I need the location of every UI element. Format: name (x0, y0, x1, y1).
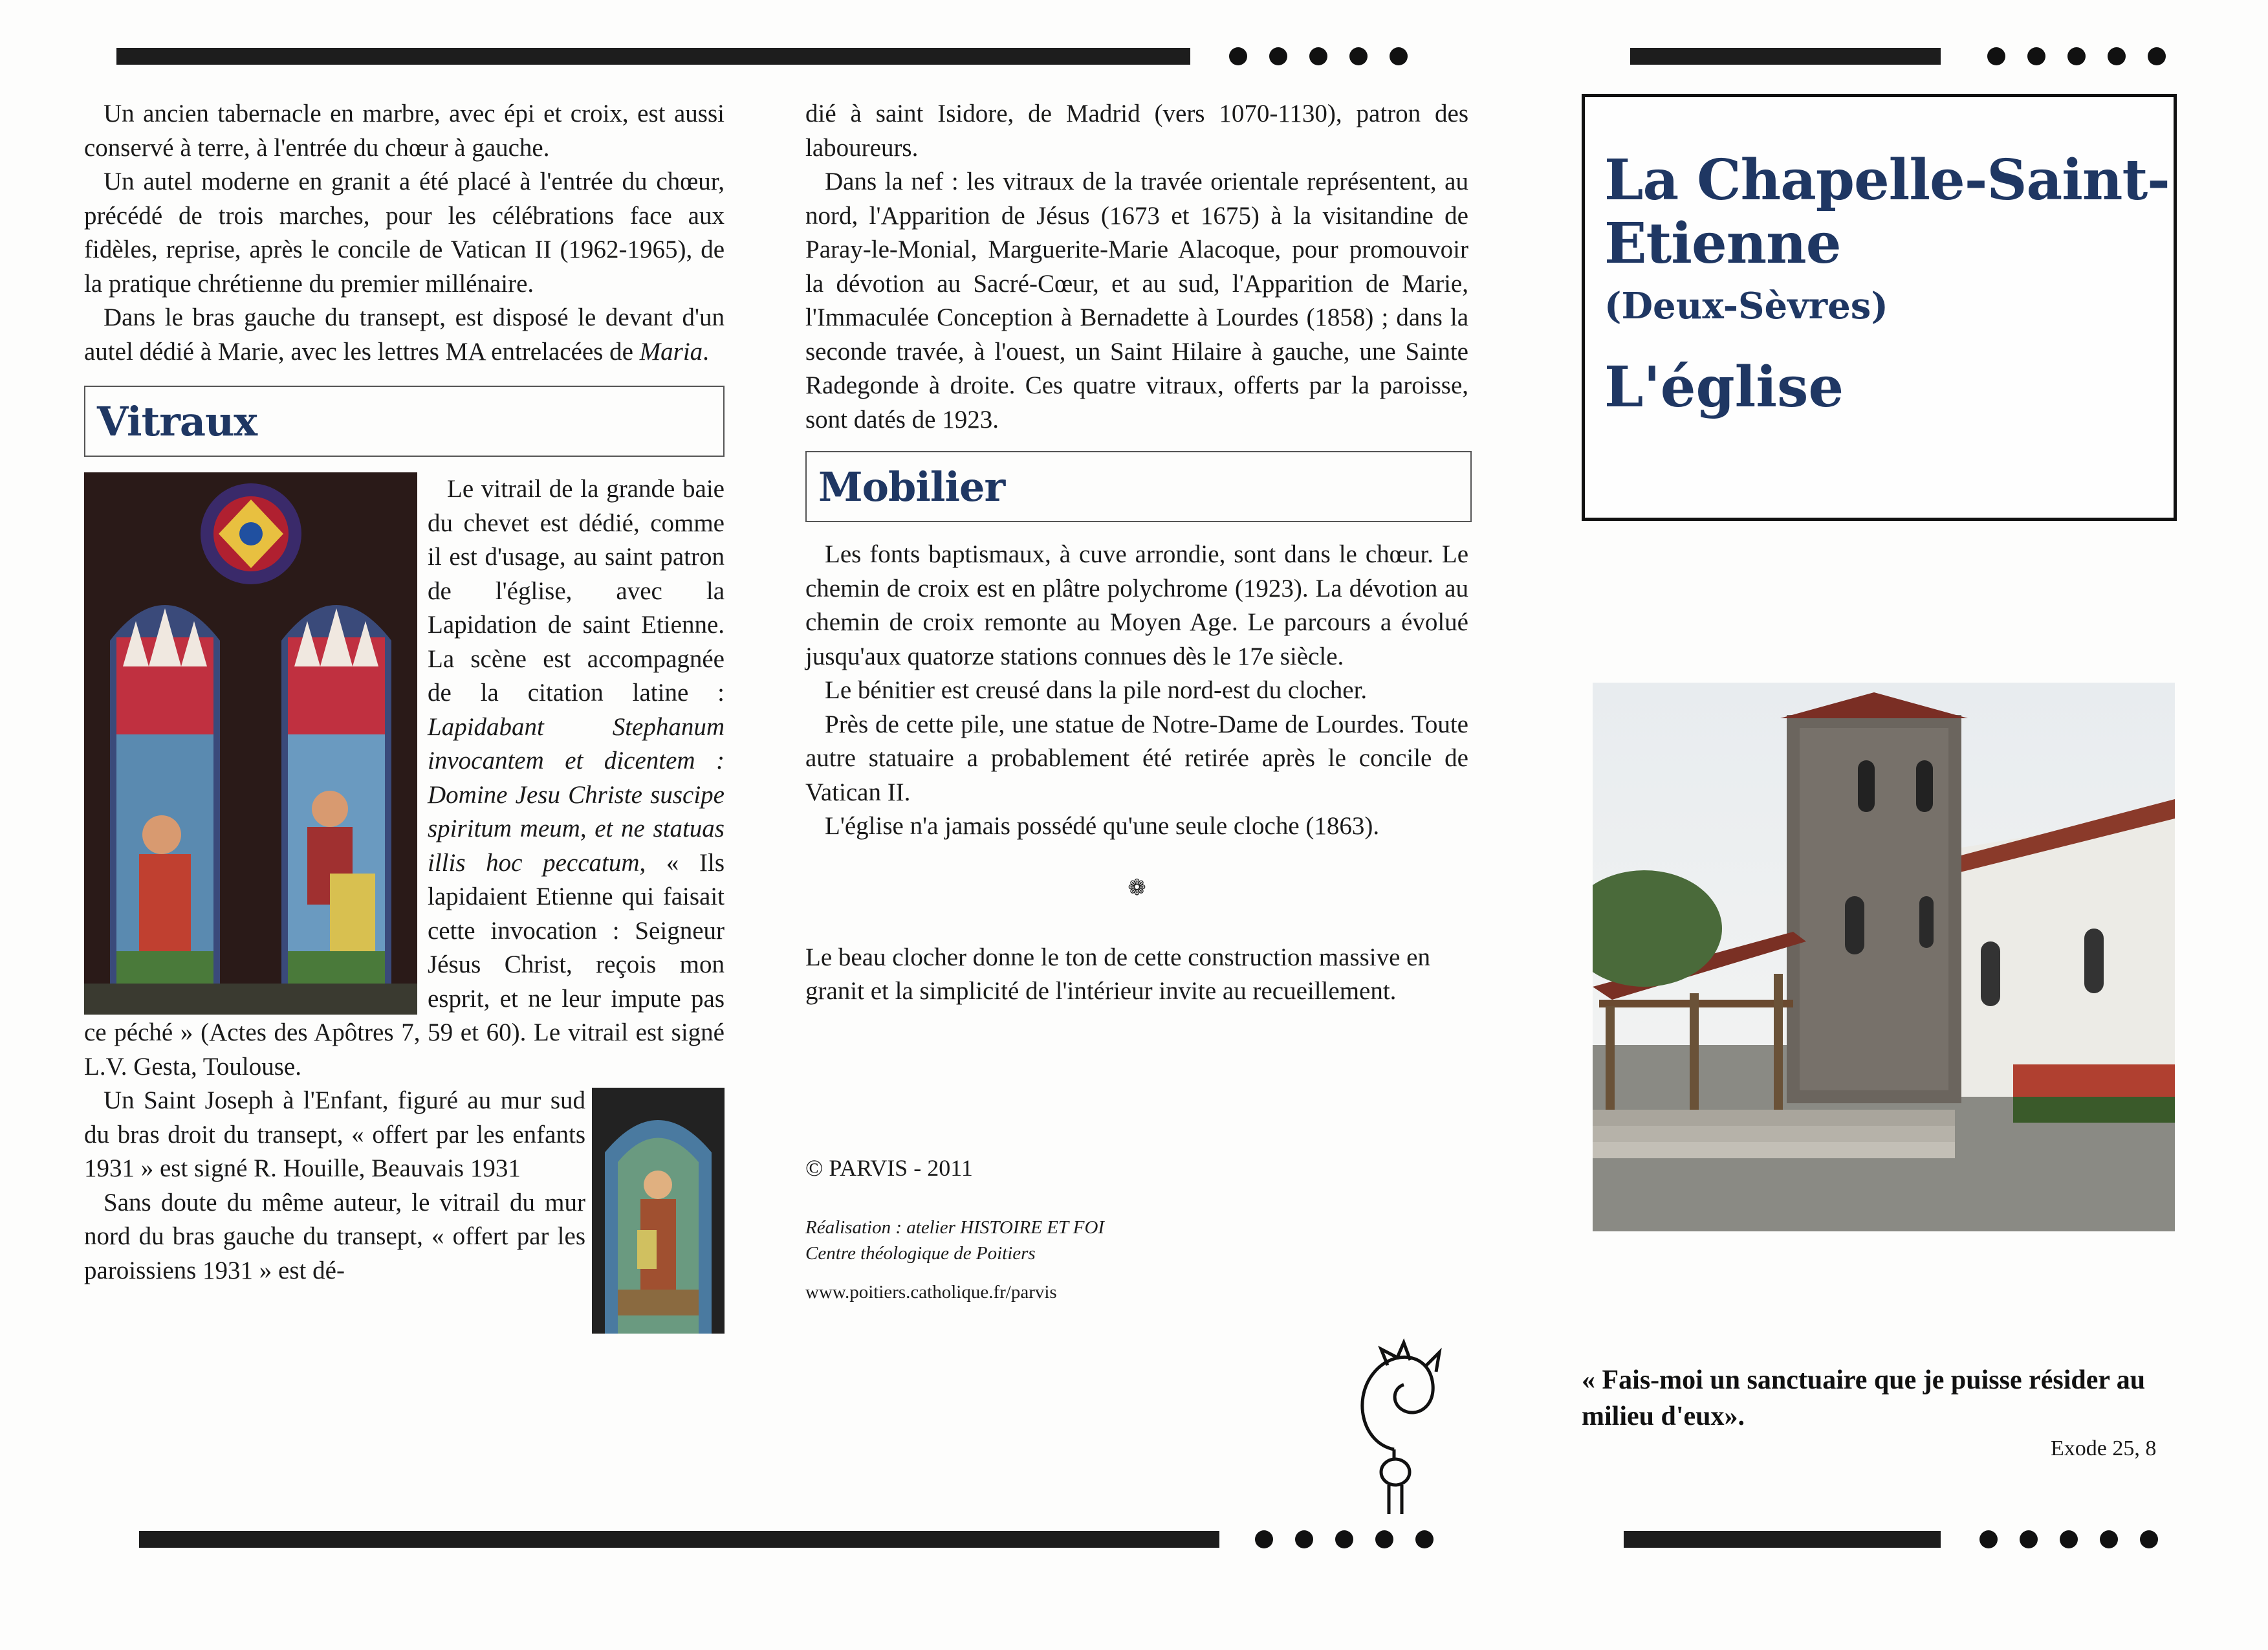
top-rule-left (116, 48, 1190, 65)
website-link[interactable]: www.poitiers.catholique.fr/parvis (805, 1282, 1057, 1303)
dot (2108, 47, 2126, 65)
dot (1269, 47, 1287, 65)
column-left (84, 97, 725, 1334)
dot (2148, 47, 2166, 65)
dot (1390, 47, 1408, 65)
cover-document-title: L'église (1604, 355, 1844, 420)
cover-title-line-2: Etienne (1604, 211, 1841, 276)
credit-line-1: Réalisation : atelier HISTOIRE ET FOI (805, 1217, 1105, 1238)
column-middle (805, 97, 1468, 1305)
dot (1309, 47, 1327, 65)
dot (1415, 1530, 1434, 1548)
dot (1987, 47, 2005, 65)
dot (2060, 1530, 2078, 1548)
dot (1229, 47, 1247, 65)
paragraph-saint-isidore: dié à saint Isidore, de Madrid (vers 1070-1130), patron des laboureurs. (805, 100, 1468, 162)
paragraph-statue: Près de cette pile, une statue de Notre-Dame de Lourdes. Toute autre statuaire a probablement été retirée après le concile de Vatican II. (805, 710, 1468, 806)
crozier-logo (1349, 1320, 1446, 1514)
cover-quote: « Fais-moi un sanctuaire que je puisse résider au milieu d'eux». (1582, 1365, 2146, 1431)
paragraph-saint-joseph: Un Saint Joseph à l'Enfant, figuré au mur sud du bras droit du transept, « offert par les enfants 1931 » est signé R. Houille, Beauvais 1931 (84, 1086, 585, 1182)
dot (1335, 1530, 1353, 1548)
dot (1255, 1530, 1273, 1548)
cover-quote-reference: Exode 25, 8 (2051, 1436, 2157, 1460)
paragraph-benitier: Le bénitier est creusé dans la pile nord-est du clocher. (825, 676, 1368, 704)
dot (2067, 47, 2086, 65)
cover-title (1604, 149, 2174, 276)
paragraph-closing: Le beau clocher donne le ton de cette construction massive en granit et la simplicité de l'intérieur invite au recueillement. (805, 943, 1430, 1005)
dot (2100, 1530, 2118, 1548)
dot (1295, 1530, 1313, 1548)
cover-title-box (1582, 94, 2177, 521)
paragraph-nef: Dans la nef : les vitraux de la travée orientale représentent, au nord, l'Apparition de Jésus (1673 et 1675) à la visitandine de Paray-le-Monial, Marguerite-Marie Alacoque, pour promouvoir la dévotion au Sacré-Cœur, et au sud, l'Apparition de Marie, l'Immaculée Conception à Bernadette à Lourdes (1858) ; dans la seconde travée, à l'ouest, un Saint Hilaire à gauche, une Sainte Radegonde à droite. Ces quatre vitraux, offerts par la paroisse, sont datés de 1923. (805, 168, 1468, 434)
section-heading-vitraux: Vitraux (84, 386, 725, 457)
paragraph-vitrail-chevet: Le vitrail de la grande baie du chevet est dédié, comme il est d'usage, au saint patron de l'église, avec la Lapidation de saint Etienne. La scène est accompagnée de la citation latine : Lapidabant Stephanum invocantem et dicentem : Domine Jesu Christe suscipe spiritum meum, et ne statuas illis hoc peccatum, « Ils lapidaient Etienne qui faisait cette invocation : Seigneur Jésus Christ, reçois mon esprit, et ne leur impute pas ce péché » (Actes des Apôtres 7, 59 et 60). Le vitrail est signé L.V. Gesta, Toulouse. (84, 475, 725, 1081)
dot (1375, 1530, 1393, 1548)
top-rule-right (1630, 48, 1941, 65)
bottom-rule-left (139, 1531, 1219, 1548)
credits (805, 1215, 1468, 1266)
copyright: © PARVIS - 2011 (805, 1154, 973, 1181)
stained-glass-large-spacer (84, 472, 417, 1015)
church-exterior-photo (1593, 683, 2175, 1231)
cover-title-line-1: La Chapelle-Saint- (1604, 148, 2170, 213)
bottom-rule-right (1624, 1531, 1941, 1548)
stained-glass-small-spacer (592, 1088, 725, 1334)
paragraph-tabernacle: Un ancien tabernacle en marbre, avec épi et croix, est aussi conservé à terre, à l'entrée du chœur à gauche. (84, 100, 725, 162)
paragraph-cloche: L'église n'a jamais possédé qu'une seule cloche (1863). (825, 812, 1380, 840)
dot (2140, 1530, 2158, 1548)
dot (1979, 1530, 1998, 1548)
paragraph-vitrail-nord: Sans doute du même auteur, le vitrail du mur nord du bras gauche du transept, « offert par les paroissiens 1931 » est dé- (84, 1188, 585, 1284)
paragraph-fonts-baptismaux: Les fonts baptismaux, à cuve arrondie, sont dans le chœur. Le chemin de croix est en plâtre polychrome (1923). La dévotion au chemin de croix remonte au Moyen Age. Le parcours a évolué jusqu'aux quatorze stations connues dès le 17e siècle. (805, 540, 1468, 670)
dot (2020, 1530, 2038, 1548)
dot (2027, 47, 2045, 65)
section-heading-mobilier: Mobilier (805, 451, 1472, 522)
paragraph-autel: Un autel moderne en granit a été placé à l'entrée du chœur, précédé de trois marches, pour les célébrations face aux fidèles, reprise, après le concile de Vatican II (1962-1965), de la pratique chrétienne du premier millénaire. (84, 168, 725, 298)
cover-subtitle: (Deux-Sèvres) (1604, 285, 1888, 327)
dot (1349, 47, 1368, 65)
credit-line-2: Centre théologique de Poitiers (805, 1243, 1036, 1264)
stained-glass-saint-joseph-image (592, 1088, 725, 1334)
paragraph-bras-gauche: Dans le bras gauche du transept, est disposé le devant d'un autel dédié à Marie, avec les lettres MA entrelacées de Maria. (84, 303, 725, 366)
ornament-flower: ❁ (1128, 875, 1146, 900)
stained-glass-lapidation-image (84, 472, 417, 1015)
